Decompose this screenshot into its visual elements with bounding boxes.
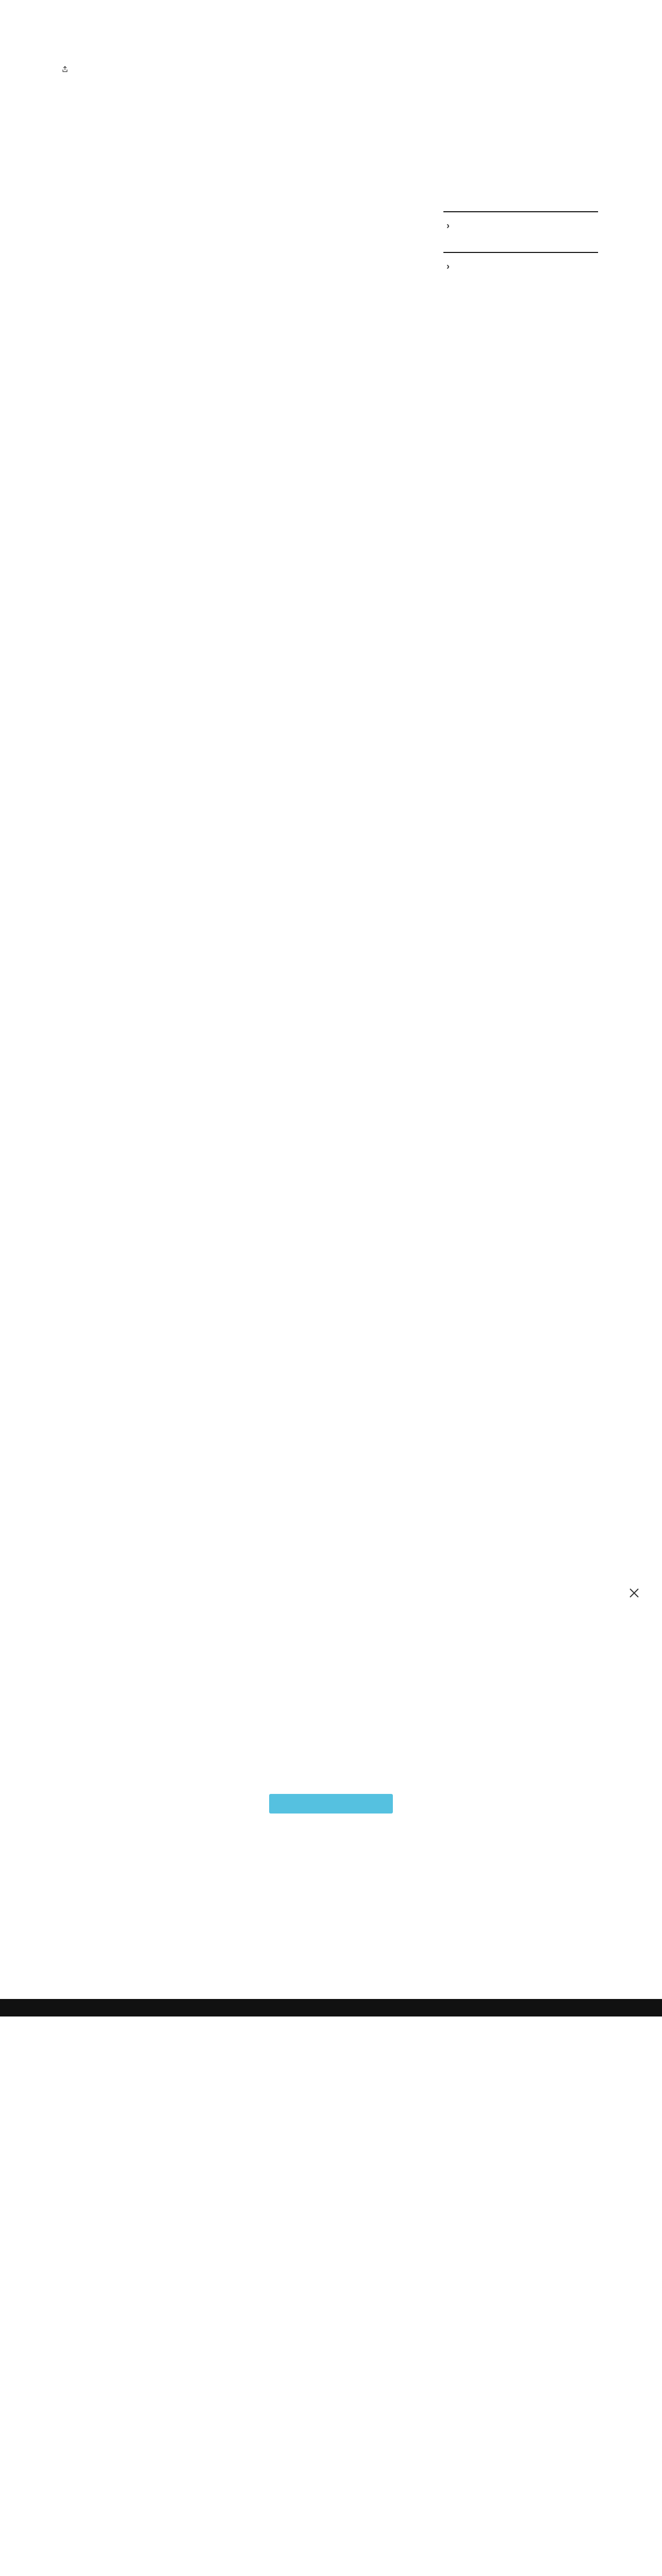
article-header: [62, 52, 608, 72]
modal-footer: [0, 1999, 662, 2016]
latest-california-title[interactable]: [443, 252, 598, 272]
sidebar: [443, 211, 598, 272]
share-icon: [62, 66, 68, 72]
subscribe-button[interactable]: [269, 1794, 393, 1814]
subscription-modal: [0, 1571, 662, 2009]
article-body: [62, 273, 423, 280]
chevron-right-icon: ›: [446, 261, 450, 272]
share-button[interactable]: [62, 66, 608, 72]
close-icon[interactable]: [627, 1586, 641, 1600]
chevron-right-icon: ›: [446, 221, 450, 231]
subscribers-reading-title[interactable]: [443, 211, 598, 231]
